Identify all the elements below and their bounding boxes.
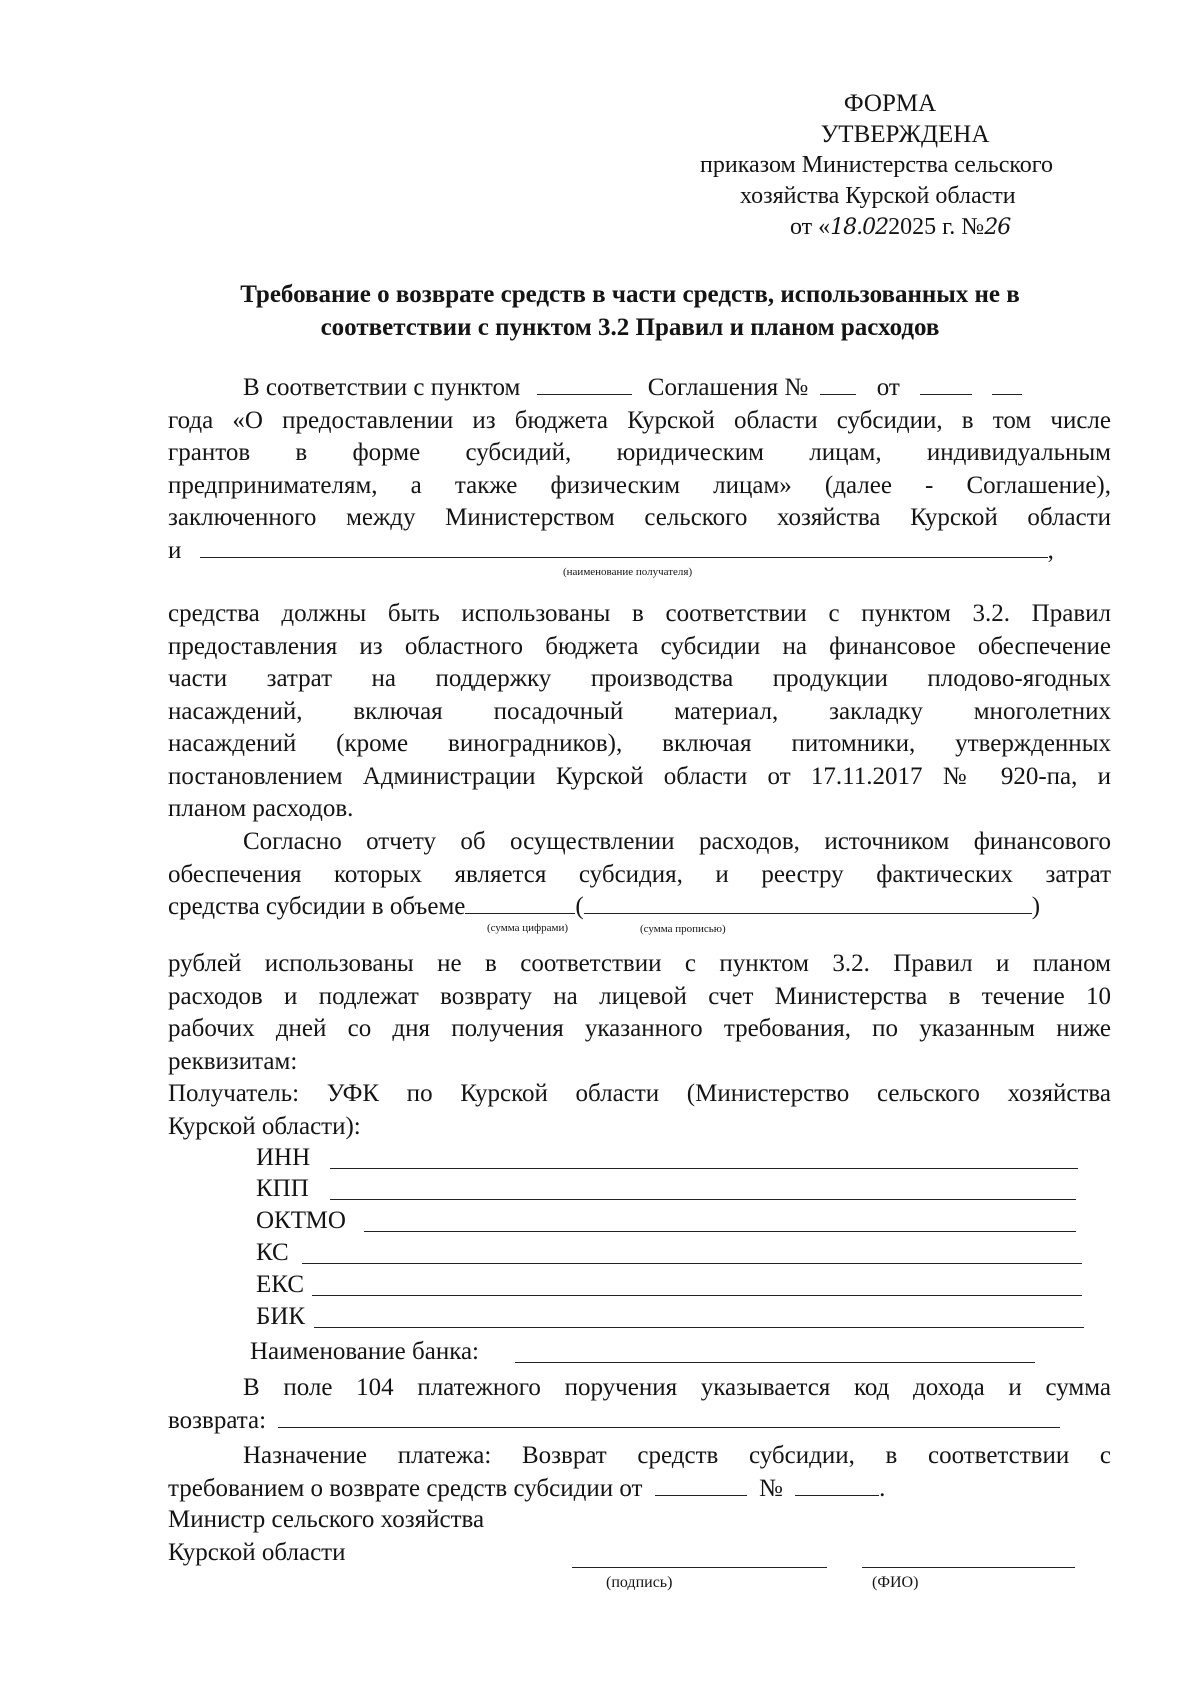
requisite-oktmo (256, 1206, 346, 1236)
signature-title-line2: Курской области (168, 1538, 346, 1566)
bank-name-input-line[interactable] (515, 1362, 1035, 1363)
para3-text: средства субсидии в объеме (168, 893, 466, 920)
signature-title-line1: Министр сельского хозяйства (168, 1506, 485, 1533)
approval-order-year: 2025 г. № (888, 214, 985, 240)
approval-order-number-handwritten: 26 (984, 215, 1011, 240)
caption-signature: (подпись) (606, 1574, 673, 1591)
paragraph-rules (168, 598, 1111, 826)
approval-order-line2: хозяйства Курской области (740, 183, 1016, 209)
requisite-bank (250, 1337, 479, 1367)
requisite-inn (256, 1143, 310, 1173)
sum-digits-blank[interactable] (465, 891, 575, 914)
approval-order-line1: приказом Министерства сельского (700, 152, 1054, 178)
fio-line[interactable] (862, 1567, 1075, 1568)
agreement-number-blank[interactable] (820, 372, 856, 395)
para1-line2: года «О предоставлении из бюджета Курской области субсидии, в том числе (168, 406, 1111, 434)
oktmo-input-line[interactable] (364, 1231, 1076, 1232)
caption-recipient: (наименование получателя) (563, 566, 693, 578)
paragraph-return (168, 948, 1111, 1143)
requisite-bik-label: БИК (256, 1303, 306, 1330)
para1-line3: грантов в форме субсидий, юридическим лицам, индивидуальным (168, 439, 1111, 466)
demand-number-blank[interactable] (795, 1473, 879, 1496)
paragraph-field-104 (168, 1372, 1111, 1437)
para6-number-sign: № (758, 1474, 783, 1502)
approval-order-date-handwritten: 18.02 (830, 215, 889, 240)
signature-block (168, 1504, 1111, 1569)
requisite-eks (256, 1270, 304, 1300)
approval-order-prefix: от « (790, 214, 831, 240)
para2-line5: насаждений (кроме виноградников), включая питомники, утвержденных (168, 730, 1111, 757)
agreement-date-blank[interactable] (920, 372, 972, 395)
return-code-blank[interactable] (278, 1405, 1060, 1428)
eks-input-line[interactable] (312, 1295, 1082, 1296)
para2-line3: части затрат на поддержку производства продукции плодово-ягодных (168, 665, 1111, 692)
para3-close-paren: ) (1031, 893, 1041, 920)
para1-line6 (168, 535, 1111, 568)
ks-input-line[interactable] (302, 1263, 1082, 1264)
approval-utverzhdena: УТВЕРЖДЕНА (820, 121, 990, 148)
signature-line[interactable] (572, 1567, 827, 1568)
para5-line2 (168, 1405, 1111, 1438)
requisite-oktmo-label: ОКТМО (256, 1207, 346, 1234)
requisite-ks-label: КС (256, 1239, 289, 1266)
para5-return-label: возврата: (168, 1406, 267, 1434)
requisite-eks-label: ЕКС (256, 1271, 304, 1298)
para6-text: требованием о возврате средств субсидии от (168, 1474, 643, 1502)
caption-sum-digits: (сумма цифрами) (487, 922, 569, 934)
approval-block (700, 88, 1120, 243)
caption-fio: (ФИО) (872, 1574, 919, 1591)
bik-input-line[interactable] (314, 1327, 1084, 1328)
paragraph-report (168, 826, 1111, 924)
para6-period: . (879, 1474, 886, 1502)
sum-words-blank[interactable] (584, 891, 1032, 914)
para3-open-paren: ( (575, 893, 584, 920)
recipient-name-blank[interactable] (200, 535, 1048, 558)
para2-line1: средства должны быть использованы в соответствии с пунктом 3.2. Правил (168, 600, 1111, 627)
clause-number-blank[interactable] (537, 372, 632, 395)
demand-date-blank[interactable] (655, 1473, 747, 1496)
kpp-input-line[interactable] (330, 1199, 1076, 1200)
para1-line5: заключенного между Министерством сельского хозяйства Курской области (168, 504, 1111, 531)
para4-line4: реквизитам: (168, 1047, 298, 1075)
title-line2: соответствии с пунктом 3.2 Правил и планом расходов (320, 314, 940, 341)
para1-line4: предпринимателям, а также физическим лицам» (далее - Соглашение), (168, 471, 1111, 499)
para4-line5: Получатель: УФК по Курской области (Министерство сельского хозяйства (168, 1080, 1111, 1107)
para4-line6: Курской области): (168, 1112, 361, 1140)
title-line1: Требование о возврате средств в части средств, использованных не в (240, 281, 1020, 308)
inn-input-line[interactable] (330, 1168, 1078, 1169)
requisite-kpp-label: КПП (256, 1175, 309, 1202)
para4-line2: расходов и подлежат возврату на лицевой счет Министерства в течение 10 (168, 982, 1111, 1010)
para2-line6: постановлением Администрации Курской области от 17.11.2017 № 920-па, и (168, 762, 1111, 790)
para1-line1 (168, 372, 1111, 405)
approval-forma: ФОРМА (843, 90, 937, 117)
para4-line1: рублей использованы не в соответствии с пунктом 3.2. Правил и планом (168, 950, 1111, 977)
requisite-bik (256, 1302, 305, 1332)
para1-text-b: Соглашения № (647, 374, 809, 401)
para6-line1: Назначение платежа: Возврат средств субсидии, в соответствии с (243, 1442, 1111, 1469)
requisite-kpp (256, 1174, 309, 1204)
para3-line2: обеспечения которых является субсидия, и реестру фактических затрат (168, 860, 1111, 888)
requisite-bank-label: Наименование банка: (250, 1338, 480, 1365)
para1-comma: , (1047, 536, 1054, 564)
para1-and: и (168, 536, 182, 564)
para5-line1: В поле 104 платежного поручения указывается код дохода и сумма (243, 1374, 1111, 1401)
paragraph-agreement (168, 372, 1111, 567)
agreement-year-blank[interactable] (992, 372, 1022, 395)
caption-sum-words: (сумма прописью) (640, 923, 726, 935)
requisite-ks (256, 1238, 289, 1268)
para2-line4: насаждений, включая посадочный материал, закладку многолетних (168, 697, 1111, 725)
para4-line3: рабочих дней со дня получения указанного требования, по указанным ниже (168, 1015, 1111, 1042)
para1-text-a: В соответствии с пунктом (243, 374, 521, 401)
approval-order-line3 (790, 212, 1120, 243)
para3-line1: Согласно отчету об осуществлении расходов, источником финансового (243, 828, 1111, 855)
para1-text-c: от (876, 374, 900, 401)
paragraph-payment-purpose (168, 1440, 1111, 1505)
document-title (170, 278, 1090, 344)
para2-line7: планом расходов. (168, 795, 354, 822)
requisite-inn-label: ИНН (256, 1144, 311, 1171)
para6-line2 (168, 1473, 1111, 1506)
para2-line2: предоставления из областного бюджета субсидии на финансовое обеспечение (168, 632, 1111, 660)
para3-line3 (168, 891, 1111, 924)
